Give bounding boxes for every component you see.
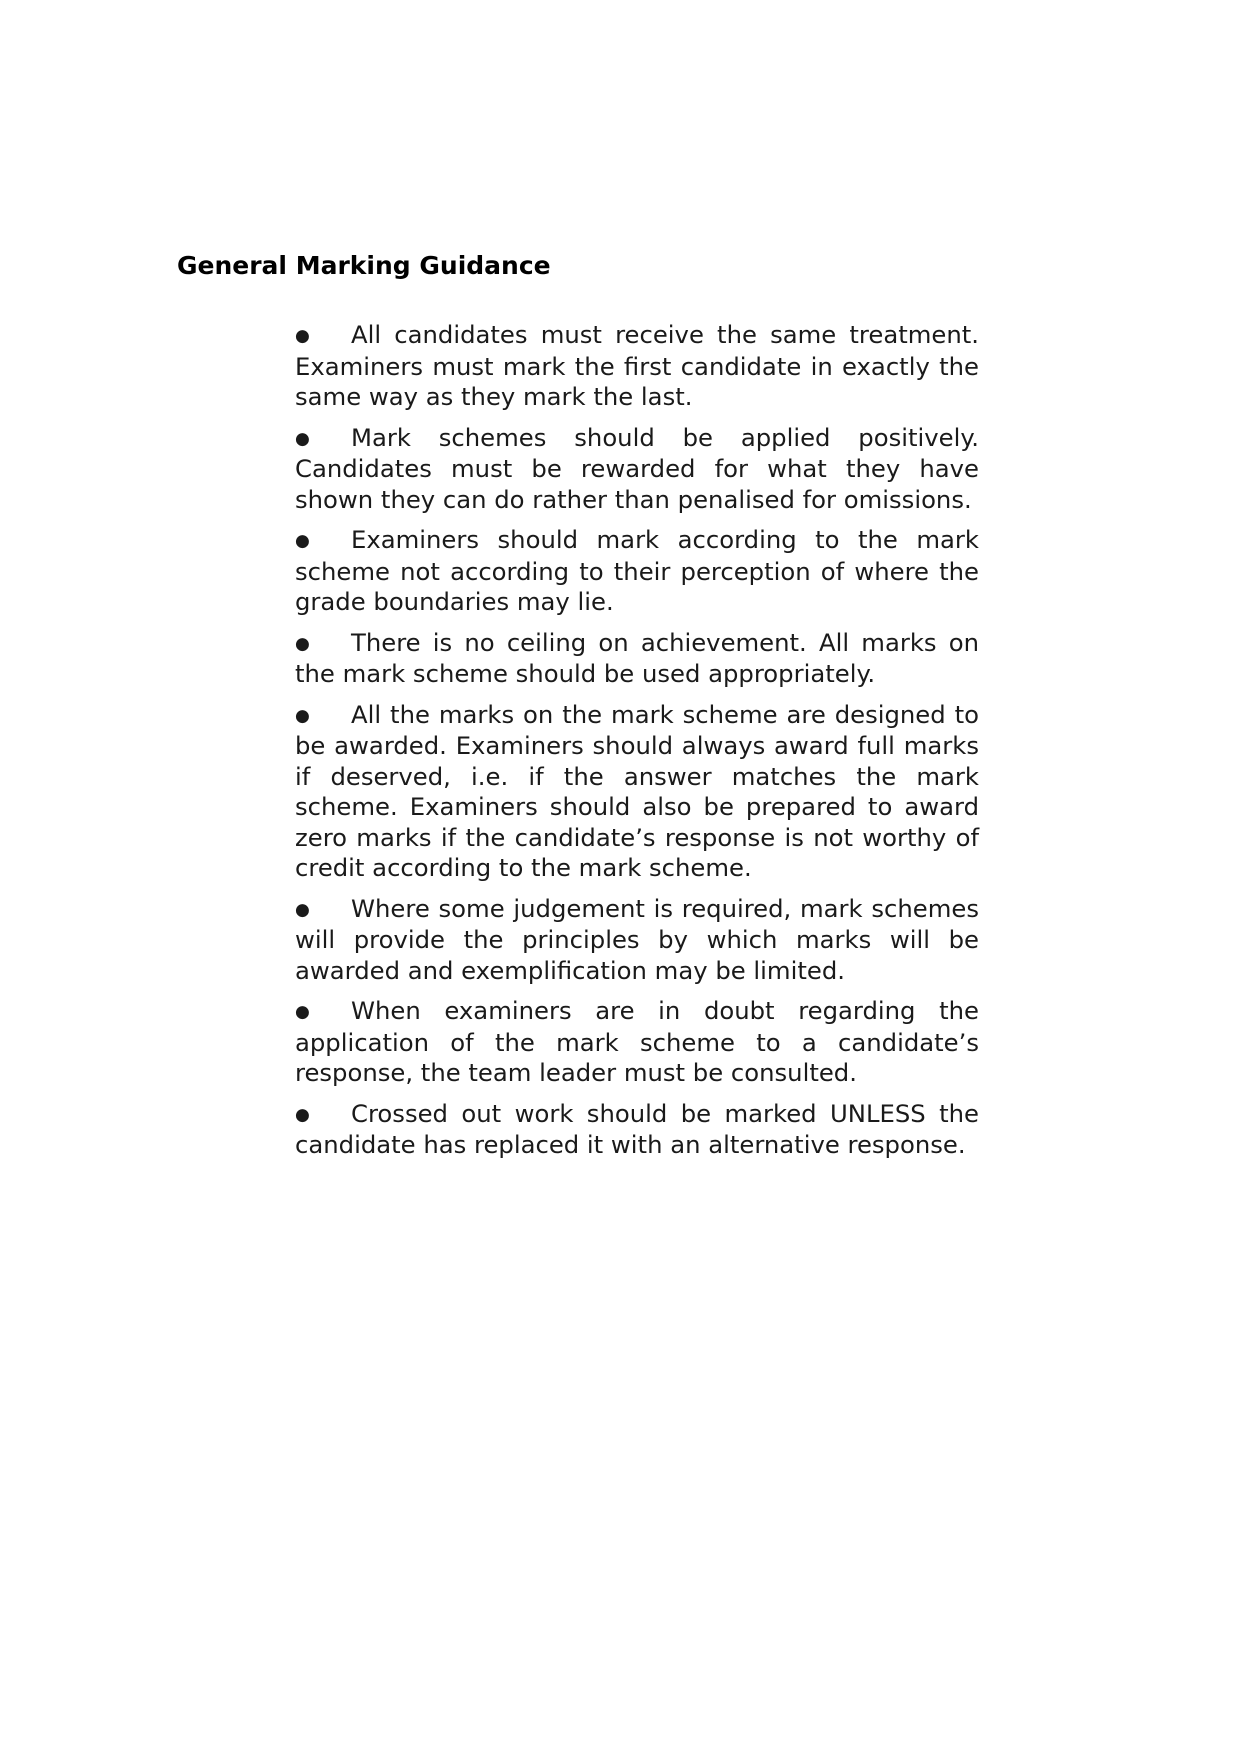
guidance-list (295, 320, 979, 1171)
list-item (295, 320, 979, 413)
list-item-text: All the marks on the mark scheme are designed to be awarded. Examiners should always award full marks if deserved, i.e. if the answer matches the mark scheme. Examiners should also be prepared to award zero marks if the candidate’s response is not worthy of credit according to the mark scheme. (295, 699, 979, 882)
list-item-text: Where some judgement is required, mark schemes will provide the principles by which marks will be awarded and exemplification may be limited. (295, 893, 979, 985)
list-item (295, 894, 979, 987)
list-item (295, 996, 979, 1089)
bullet-icon: ● (295, 633, 310, 654)
bullet-icon: ● (295, 428, 310, 449)
list-item (295, 423, 979, 516)
list-item-text: Crossed out work should be marked UNLESS the candidate has replaced it with an alternative response. (295, 1098, 979, 1159)
bullet-icon: ● (295, 705, 310, 726)
list-item-text: There is no ceiling on achievement. All marks on the mark scheme should be used appropriately. (295, 627, 979, 688)
bullet-icon: ● (295, 326, 310, 346)
page-heading: General Marking Guidance (177, 251, 551, 280)
list-item (295, 1099, 979, 1161)
bullet-icon: ● (295, 1104, 310, 1125)
bullet-icon: ● (295, 531, 310, 551)
list-item-text: All candidates must receive the same treatment. Examiners must mark the first candidate in exactly the same way as they mark the last. (295, 320, 979, 411)
bullet-icon: ● (295, 899, 310, 920)
bullet-icon: ● (295, 1002, 310, 1022)
list-item-text: Examiners should mark according to the mark scheme not according to their perception of where the grade boundaries may lie. (295, 525, 979, 616)
list-item (295, 700, 979, 884)
list-item (295, 628, 979, 690)
list-item-text: When examiners are in doubt regarding the application of the mark scheme to a candidate’s response, the team leader must be consulted. (295, 996, 979, 1087)
list-item (295, 525, 979, 618)
list-item-text: Mark schemes should be applied positively. Candidates must be rewarded for what they have shown they can do rather than penalised for omissions. (295, 422, 979, 514)
